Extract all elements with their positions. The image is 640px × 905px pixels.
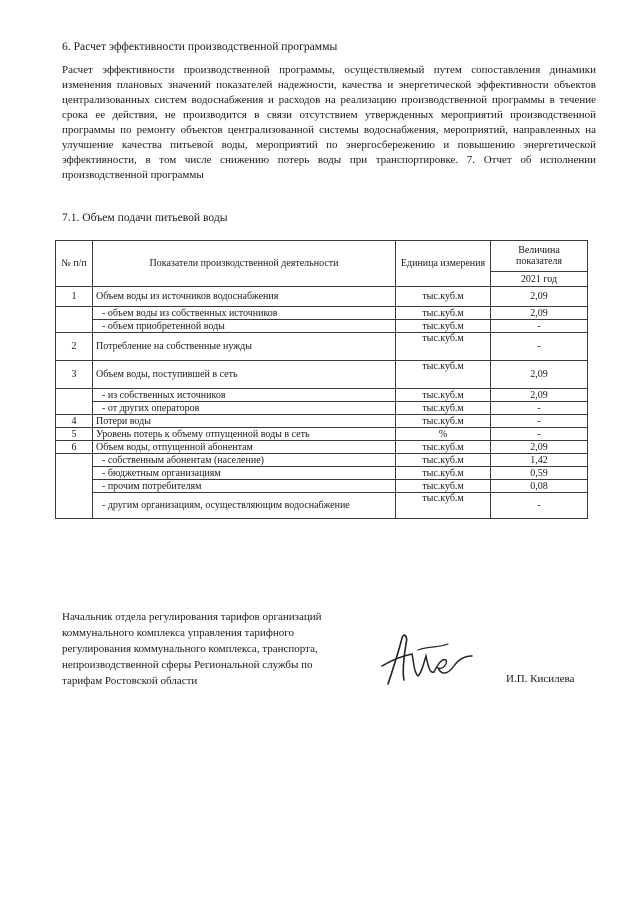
row-unit: тыс.куб.м (396, 320, 491, 333)
row-value: 1,42 (491, 454, 588, 467)
table-row (56, 333, 588, 361)
table-row (56, 287, 588, 307)
row-value: - (491, 402, 588, 415)
row-unit: % (396, 428, 491, 441)
header-year: 2021 год (491, 272, 588, 287)
row-unit: тыс.куб.м (396, 415, 491, 428)
row-indicator: - объем приобретенной воды (93, 320, 396, 333)
row-unit: тыс.куб.м (396, 287, 491, 307)
signatory-name: И.П. Кисилева (506, 673, 575, 685)
header-value: Величина показателя (491, 241, 588, 272)
row-value: - (491, 415, 588, 428)
header-unit: Единица измерения (396, 241, 491, 287)
table-row (56, 493, 588, 519)
table-row (56, 402, 588, 415)
table-row (56, 307, 588, 320)
row-unit: тыс.куб.м (396, 361, 491, 389)
table-row (56, 389, 588, 402)
section-6-heading: 6. Расчет эффективности производственной программы (62, 40, 338, 53)
handwritten-signature (378, 626, 474, 692)
row-unit: тыс.куб.м (396, 454, 491, 467)
row-num: 1 (56, 287, 93, 307)
signatory-line: коммунального комплекса управления тарифного (62, 627, 294, 639)
row-indicator: Уровень потерь к объему отпущенной воды в сеть (93, 428, 396, 441)
row-value: - (491, 320, 588, 333)
row-num: 2 (56, 333, 93, 361)
table-row (56, 320, 588, 333)
row-value: - (491, 333, 588, 361)
row-indicator: - собственным абонентам (население) (93, 454, 396, 467)
row-num (56, 307, 93, 333)
row-value: 2,09 (491, 307, 588, 320)
table-row (56, 361, 588, 389)
table-row (56, 415, 588, 428)
row-unit: тыс.куб.м (396, 389, 491, 402)
signatory-line: регулирования коммунального комплекса, транспорта, (62, 643, 318, 655)
row-indicator: Объем воды, отпущенной абонентам (93, 441, 396, 454)
table-row (56, 441, 588, 454)
row-num: 5 (56, 428, 93, 441)
row-indicator: - от других операторов (93, 402, 396, 415)
row-indicator: Потери воды (93, 415, 396, 428)
row-indicator: - бюджетным организациям (93, 467, 396, 480)
row-indicator: Объем воды из источников водоснабжения (93, 287, 396, 307)
row-value: 0,59 (491, 467, 588, 480)
row-indicator: - объем воды из собственных источников (93, 307, 396, 320)
row-value: 2,09 (491, 441, 588, 454)
row-indicator: Потребление на собственные нужды (93, 333, 396, 361)
row-value: 2,09 (491, 361, 588, 389)
row-value: - (491, 428, 588, 441)
row-num (56, 454, 93, 519)
row-unit: тыс.куб.м (396, 467, 491, 480)
row-indicator: Объем воды, поступившей в сеть (93, 361, 396, 389)
table-row (56, 428, 588, 441)
row-num (56, 389, 93, 415)
section-6-paragraph: Расчет эффективности производственной программы, осуществляемый путем сопоставления динамики изменения плановых значений показателей надежности, качества и энергетической эффективности объектов централизованных систем водоснабжения и расходов на реализацию производственной программы в течение срока ее действия, не производится в связи отсутствием утвержденных мероприятий производственной программы по ремонту объектов централизованной системы водоснабжения, мероприятий, направленных на улучшение качества питьевой воды, мероприятий по энергосбережению и повышению энергетической эффективности, в том числе снижению потерь воды при транспортировке. 7. Отчет об исполнении производственной программы (62, 64, 596, 181)
signatory-line: непроизводственной сферы Региональной службы по (62, 659, 313, 671)
row-indicator: - другим организациям, осуществляющим водоснабжение (93, 493, 396, 519)
water-supply-table (55, 240, 588, 519)
row-indicator: - из собственных источников (93, 389, 396, 402)
row-value: 2,09 (491, 389, 588, 402)
row-unit: тыс.куб.м (396, 307, 491, 320)
row-value: 0,08 (491, 480, 588, 493)
signatory-line: Начальник отдела регулирования тарифов организаций (62, 611, 322, 623)
row-num: 6 (56, 441, 93, 454)
row-indicator: - прочим потребителям (93, 480, 396, 493)
row-unit: тыс.куб.м (396, 333, 491, 361)
row-value: 2,09 (491, 287, 588, 307)
header-indicator: Показатели производственной деятельности (93, 241, 396, 287)
row-unit: тыс.куб.м (396, 493, 491, 519)
row-unit: тыс.куб.м (396, 441, 491, 454)
row-num: 3 (56, 361, 93, 389)
table-row (56, 480, 588, 493)
header-num: № п/п (56, 241, 93, 287)
table-row (56, 454, 588, 467)
row-num: 4 (56, 415, 93, 428)
section-7-1-heading: 7.1. Объем подачи питьевой воды (62, 211, 228, 224)
row-unit: тыс.куб.м (396, 402, 491, 415)
row-value: - (491, 493, 588, 519)
signatory-title (62, 609, 382, 689)
signatory-line: тарифам Ростовской области (62, 675, 198, 687)
table-row (56, 467, 588, 480)
row-unit: тыс.куб.м (396, 480, 491, 493)
